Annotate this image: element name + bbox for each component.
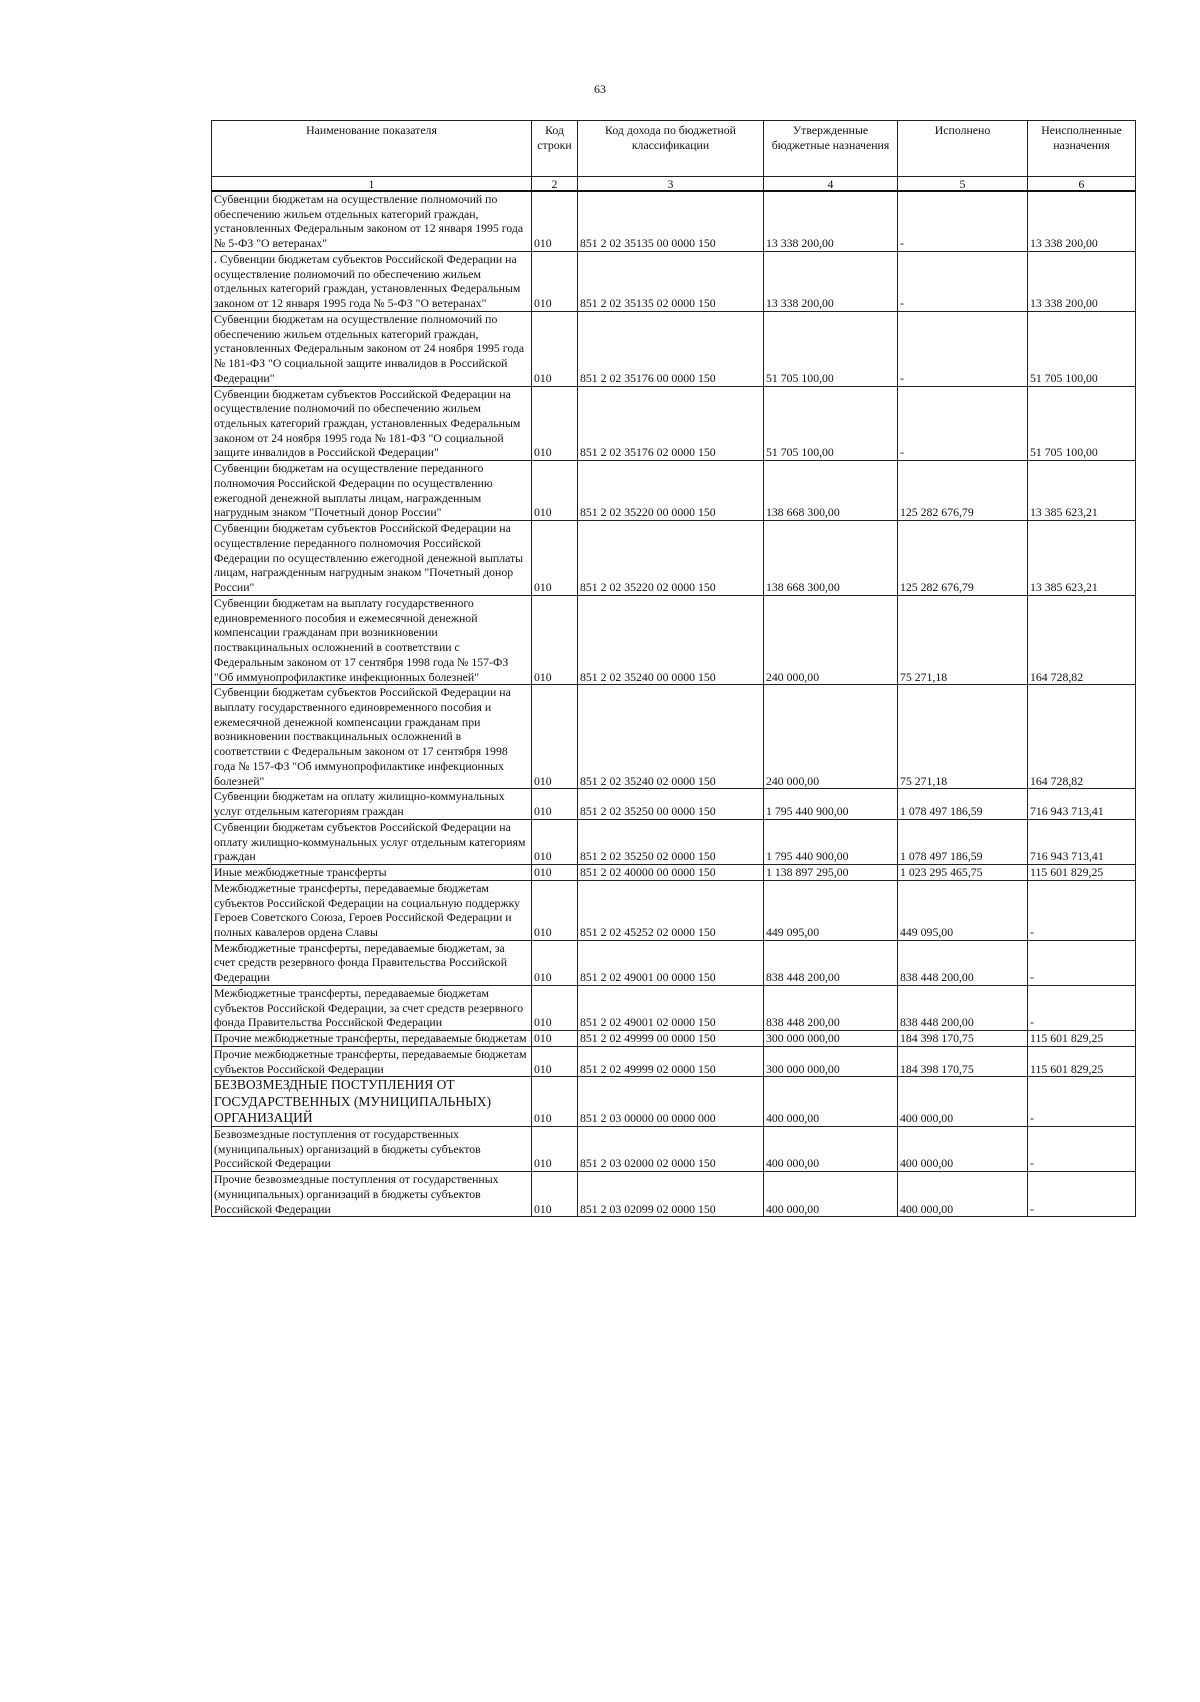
executed-amount: 838 448 200,00	[898, 985, 1028, 1030]
table-row	[212, 1172, 1136, 1217]
unexecuted-amount: -	[1028, 1126, 1136, 1171]
table-row	[212, 940, 1136, 985]
executed-amount: 75 271,18	[898, 595, 1028, 684]
line-code: 010	[532, 819, 578, 864]
indicator-name: Межбюджетные трансферты, передаваемые бюджетам субъектов Российской Федерации на социальную поддержку Героев Советского Союза, Героев Российской Федерации и полных кавалеров ордена Славы	[212, 880, 532, 940]
income-code: 851 2 02 35176 02 0000 150	[578, 386, 764, 461]
income-code: 851 2 02 49999 00 0000 150	[578, 1031, 764, 1047]
unexecuted-amount: 13 385 623,21	[1028, 521, 1136, 596]
line-code: 010	[532, 191, 578, 251]
income-code: 851 2 02 45252 02 0000 150	[578, 880, 764, 940]
header-executed: Исполнено	[898, 121, 1028, 177]
approved-amount: 1 795 440 900,00	[764, 789, 898, 819]
table-row	[212, 1046, 1136, 1076]
column-number: 5	[898, 177, 1028, 192]
executed-amount: 184 398 170,75	[898, 1046, 1028, 1076]
indicator-name: Субвенции бюджетам субъектов Российской Федерации на осуществление переданного полномочия Российской Федерации по осуществлению ежегодной денежной выплаты лицам, награжденным нагрудным знаком "Почетный донор России"	[212, 521, 532, 596]
indicator-name: Субвенции бюджетам субъектов Российской Федерации на оплату жилищно-коммунальных услуг отдельным категориям граждан	[212, 819, 532, 864]
column-number: 2	[532, 177, 578, 192]
line-code: 010	[532, 1172, 578, 1217]
line-code: 010	[532, 1031, 578, 1047]
executed-amount: 125 282 676,79	[898, 461, 1028, 521]
income-code: 851 2 02 35135 02 0000 150	[578, 251, 764, 311]
income-code: 851 2 02 49001 00 0000 150	[578, 940, 764, 985]
table-row	[212, 1031, 1136, 1047]
indicator-name: Субвенции бюджетам на оплату жилищно-коммунальных услуг отдельным категориям граждан	[212, 789, 532, 819]
unexecuted-amount: -	[1028, 940, 1136, 985]
approved-amount: 240 000,00	[764, 685, 898, 789]
approved-amount: 1 795 440 900,00	[764, 819, 898, 864]
approved-amount: 240 000,00	[764, 595, 898, 684]
table-row	[212, 789, 1136, 819]
approved-amount: 300 000 000,00	[764, 1031, 898, 1047]
line-code: 010	[532, 1077, 578, 1127]
executed-amount: 400 000,00	[898, 1172, 1028, 1217]
table-row	[212, 1077, 1136, 1127]
income-code: 851 2 02 49001 02 0000 150	[578, 985, 764, 1030]
line-code: 010	[532, 1126, 578, 1171]
unexecuted-amount: 13 338 200,00	[1028, 191, 1136, 251]
table-row	[212, 191, 1136, 251]
approved-amount: 300 000 000,00	[764, 1046, 898, 1076]
approved-amount: 838 448 200,00	[764, 940, 898, 985]
executed-amount: 1 078 497 186,59	[898, 819, 1028, 864]
income-code: 851 2 02 35220 00 0000 150	[578, 461, 764, 521]
executed-amount: 449 095,00	[898, 880, 1028, 940]
executed-amount: -	[898, 251, 1028, 311]
income-code: 851 2 02 35240 00 0000 150	[578, 595, 764, 684]
line-code: 010	[532, 461, 578, 521]
table-row	[212, 685, 1136, 789]
line-code: 010	[532, 386, 578, 461]
indicator-name: БЕЗВОЗМЕЗДНЫЕ ПОСТУПЛЕНИЯ ОТ ГОСУДАРСТВЕННЫХ (МУНИЦИПАЛЬНЫХ) ОРГАНИЗАЦИЙ	[212, 1077, 532, 1127]
table-row	[212, 386, 1136, 461]
unexecuted-amount: 716 943 713,41	[1028, 789, 1136, 819]
indicator-name: Безвозмездные поступления от государственных (муниципальных) организаций в бюджеты субъектов Российской Федерации	[212, 1126, 532, 1171]
table-row	[212, 880, 1136, 940]
income-code: 851 2 02 40000 00 0000 150	[578, 865, 764, 881]
executed-amount: 1 023 295 465,75	[898, 865, 1028, 881]
executed-amount: 75 271,18	[898, 685, 1028, 789]
unexecuted-amount: 115 601 829,25	[1028, 1046, 1136, 1076]
table-row	[212, 251, 1136, 311]
income-code: 851 2 02 49999 02 0000 150	[578, 1046, 764, 1076]
income-code: 851 2 02 35250 02 0000 150	[578, 819, 764, 864]
unexecuted-amount: -	[1028, 1077, 1136, 1127]
table-row	[212, 461, 1136, 521]
header-income-code: Код дохода по бюджетной классификации	[578, 121, 764, 177]
indicator-name: . Субвенции бюджетам субъектов Российской Федерации на осуществление полномочий по обеспечению жильем отдельных категорий граждан, установленных Федеральным законом от 12 января 1995 года № 5-ФЗ "О ветеранах"	[212, 251, 532, 311]
line-code: 010	[532, 685, 578, 789]
unexecuted-amount: 716 943 713,41	[1028, 819, 1136, 864]
income-code: 851 2 02 35176 00 0000 150	[578, 311, 764, 386]
line-code: 010	[532, 251, 578, 311]
column-number-row	[212, 177, 1136, 192]
executed-amount: 125 282 676,79	[898, 521, 1028, 596]
line-code: 010	[532, 940, 578, 985]
executed-amount: 400 000,00	[898, 1126, 1028, 1171]
indicator-name: Иные межбюджетные трансферты	[212, 865, 532, 881]
unexecuted-amount: 51 705 100,00	[1028, 386, 1136, 461]
unexecuted-amount: 164 728,82	[1028, 685, 1136, 789]
income-code: 851 2 02 35240 02 0000 150	[578, 685, 764, 789]
line-code: 010	[532, 865, 578, 881]
unexecuted-amount: -	[1028, 880, 1136, 940]
approved-amount: 138 668 300,00	[764, 461, 898, 521]
executed-amount: -	[898, 386, 1028, 461]
approved-amount: 400 000,00	[764, 1077, 898, 1127]
approved-amount: 400 000,00	[764, 1172, 898, 1217]
approved-amount: 13 338 200,00	[764, 251, 898, 311]
indicator-name: Субвенции бюджетам на осуществление полномочий по обеспечению жильем отдельных категорий граждан, установленных Федеральным законом от 24 ноября 1995 года № 181-ФЗ "О социальной защите инвалидов в Российской Федерации"	[212, 311, 532, 386]
executed-amount: 184 398 170,75	[898, 1031, 1028, 1047]
executed-amount: -	[898, 311, 1028, 386]
income-code: 851 2 02 35250 00 0000 150	[578, 789, 764, 819]
header-indicator-name: Наименование показателя	[212, 121, 532, 177]
column-number: 6	[1028, 177, 1136, 192]
approved-amount: 13 338 200,00	[764, 191, 898, 251]
table-row	[212, 819, 1136, 864]
table-row	[212, 595, 1136, 684]
unexecuted-amount: 13 338 200,00	[1028, 251, 1136, 311]
indicator-name: Межбюджетные трансферты, передаваемые бюджетам, за счет средств резервного фонда Правительства Российской Федерации	[212, 940, 532, 985]
unexecuted-amount: 51 705 100,00	[1028, 311, 1136, 386]
unexecuted-amount: 115 601 829,25	[1028, 865, 1136, 881]
unexecuted-amount: 115 601 829,25	[1028, 1031, 1136, 1047]
executed-amount: 400 000,00	[898, 1077, 1028, 1127]
budget-execution-table	[211, 120, 1136, 1217]
header-row	[212, 121, 1136, 177]
table-row	[212, 1126, 1136, 1171]
header-unexecuted: Неисполненные назначения	[1028, 121, 1136, 177]
table-row	[212, 865, 1136, 881]
line-code: 010	[532, 595, 578, 684]
unexecuted-amount: 13 385 623,21	[1028, 461, 1136, 521]
income-code: 851 2 02 35220 02 0000 150	[578, 521, 764, 596]
table-row	[212, 521, 1136, 596]
line-code: 010	[532, 521, 578, 596]
header-approved: Утвержденные бюджетные назначения	[764, 121, 898, 177]
approved-amount: 51 705 100,00	[764, 311, 898, 386]
approved-amount: 400 000,00	[764, 1126, 898, 1171]
approved-amount: 138 668 300,00	[764, 521, 898, 596]
executed-amount: 838 448 200,00	[898, 940, 1028, 985]
approved-amount: 449 095,00	[764, 880, 898, 940]
line-code: 010	[532, 789, 578, 819]
indicator-name: Субвенции бюджетам на осуществление полномочий по обеспечению жильем отдельных категорий граждан, установленных Федеральным законом от 12 января 1995 года № 5-ФЗ "О ветеранах"	[212, 191, 532, 251]
header-line-code: Код строки	[532, 121, 578, 177]
approved-amount: 51 705 100,00	[764, 386, 898, 461]
table-row	[212, 311, 1136, 386]
column-number: 4	[764, 177, 898, 192]
executed-amount: 1 078 497 186,59	[898, 789, 1028, 819]
indicator-name: Прочие межбюджетные трансферты, передаваемые бюджетам субъектов Российской Федерации	[212, 1046, 532, 1076]
unexecuted-amount: 164 728,82	[1028, 595, 1136, 684]
indicator-name: Субвенции бюджетам на осуществление переданного полномочия Российской Федерации по осуществлению ежегодной денежной выплаты лицам, награжденным нагрудным знаком "Почетный донор России"	[212, 461, 532, 521]
income-code: 851 2 03 02000 02 0000 150	[578, 1126, 764, 1171]
approved-amount: 838 448 200,00	[764, 985, 898, 1030]
indicator-name: Субвенции бюджетам субъектов Российской Федерации на выплату государственного единовременного пособия и ежемесячной денежной компенсации гражданам при возникновении поствакцинальных осложнений в соответствии с Федеральным законом от 17 сентября 1998 года № 157-ФЗ "Об иммунопрофилактике инфекционных болезней"	[212, 685, 532, 789]
page-number: 63	[594, 82, 606, 96]
approved-amount: 1 138 897 295,00	[764, 865, 898, 881]
table-row	[212, 985, 1136, 1030]
indicator-name: Субвенции бюджетам на выплату государственного единовременного пособия и ежемесячной денежной компенсации гражданам при возникновении поствакцинальных осложнений в соответствии с Федеральным законом от 17 сентября 1998 года № 157-ФЗ "Об иммунопрофилактике инфекционных болезней"	[212, 595, 532, 684]
line-code: 010	[532, 880, 578, 940]
indicator-name: Субвенции бюджетам субъектов Российской Федерации на осуществление полномочий по обеспечению жильем отдельных категорий граждан, установленных Федеральным законом от 24 ноября 1995 года № 181-ФЗ "О социальной защите инвалидов в Российской Федерации"	[212, 386, 532, 461]
line-code: 010	[532, 311, 578, 386]
income-code: 851 2 02 35135 00 0000 150	[578, 191, 764, 251]
line-code: 010	[532, 985, 578, 1030]
executed-amount: -	[898, 191, 1028, 251]
indicator-name: Прочие межбюджетные трансферты, передаваемые бюджетам	[212, 1031, 532, 1047]
unexecuted-amount: -	[1028, 1172, 1136, 1217]
column-number: 1	[212, 177, 532, 192]
line-code: 010	[532, 1046, 578, 1076]
indicator-name: Прочие безвозмездные поступления от государственных (муниципальных) организаций в бюджеты субъектов Российской Федерации	[212, 1172, 532, 1217]
unexecuted-amount: -	[1028, 985, 1136, 1030]
income-code: 851 2 03 02099 02 0000 150	[578, 1172, 764, 1217]
indicator-name: Межбюджетные трансферты, передаваемые бюджетам субъектов Российской Федерации, за счет средств резервного фонда Правительства Российской Федерации	[212, 985, 532, 1030]
column-number: 3	[578, 177, 764, 192]
income-code: 851 2 03 00000 00 0000 000	[578, 1077, 764, 1127]
